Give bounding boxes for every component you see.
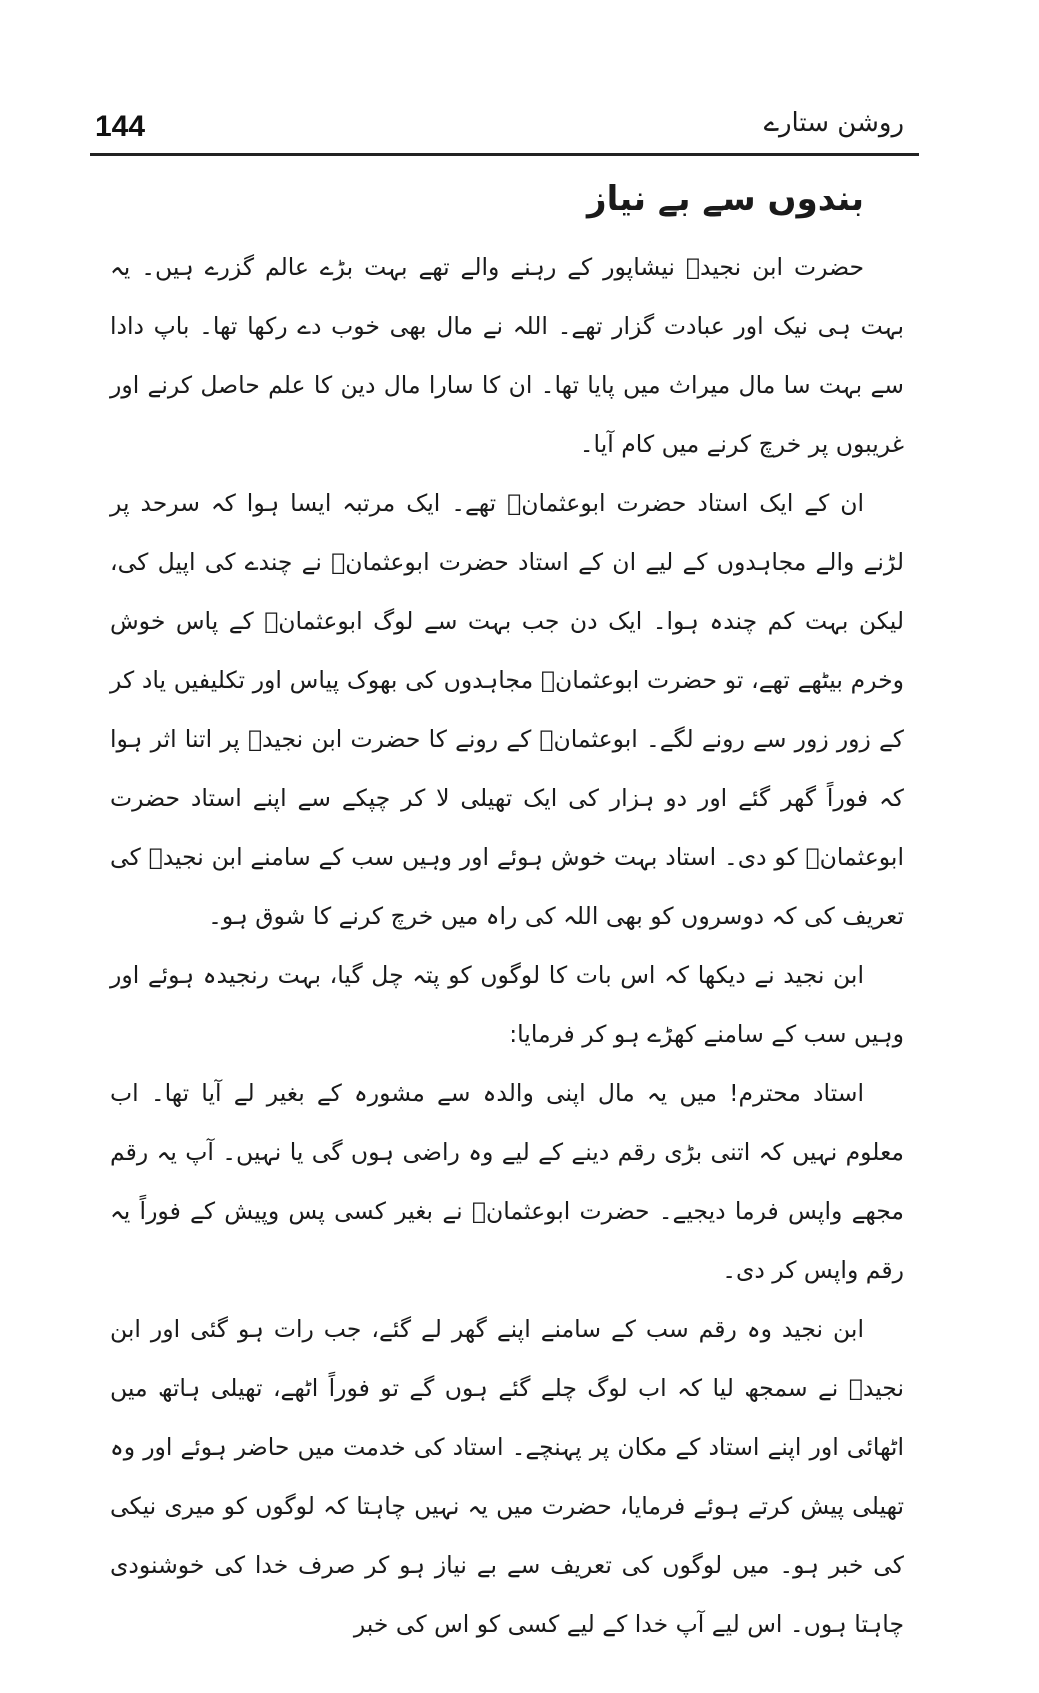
paragraph: ابن نجید نے دیکھا کہ اس بات کا لوگوں کو پتہ چل گیا، بہت رنجیدہ ہوئے اور وہیں سب کے سامنے کھڑے ہو کر فرمایا:	[110, 961, 904, 1048]
body-text	[110, 238, 904, 1654]
running-title: روشن ستارے	[763, 108, 904, 138]
paragraph: ان کے ایک استاد حضرت ابوعثمانؒ تھے۔ ایک مرتبہ ایسا ہوا کہ سرحد پر لڑنے والے مجاہدوں کے لیے ان کے استاد حضرت ابوعثمانؒ نے چندے کی اپیل کی، لیکن بہت کم چندہ ہوا۔ ایک دن جب بہت سے لوگ ابوعثمانؒ کے پاس خوش وخرم بیٹھے تھے، تو حضرت ابوعثمانؒ مجاہدوں کی بھوک پیاس اور تکلیفیں یاد کر کے زور زور سے رونے لگے۔ ابوعثمانؒ کے رونے کا حضرت ابن نجیدؒ پر اتنا اثر ہوا کہ فوراً گھر گئے اور دو ہزار کی ایک تھیلی لا کر چپکے سے اپنے استاد حضرت ابوعثمانؒ کو دی۔ استاد بہت خوش ہوئے اور وہیں سب کے سامنے ابن نجیدؒ کی تعریف کی کہ دوسروں کو بھی اللہ کی راہ میں خرچ کرنے کا شوق ہو۔	[110, 489, 904, 930]
paragraph: ابن نجید وہ رقم سب کے سامنے اپنے گھر لے گئے، جب رات ہو گئی اور ابن نجیدؒ نے سمجھ لیا کہ اب لوگ چلے گئے ہوں گے تو فوراً اٹھے، تھیلی ہاتھ میں اٹھائی اور اپنے استاد کے مکان پر پہنچے۔ استاد کی خدمت میں حاضر ہوئے اور وہ تھیلی پیش کرتے ہوئے فرمایا، حضرت میں یہ نہیں چاہتا کہ لوگوں کو میری نیکی کی خبر ہو۔ میں لوگوں کی تعریف سے بے نیاز ہو کر صرف خدا کی خوشنودی چاہتا ہوں۔ اس لیے آپ خدا کے لیے کسی کو اس کی خبر	[110, 1315, 904, 1638]
paragraph: حضرت ابن نجیدؒ نیشاپور کے رہنے والے تھے بہت بڑے عالم گزرے ہیں۔ یہ بہت ہی نیک اور عبادت گزار تھے۔ اللہ نے مال بھی خوب دے رکھا تھا۔ باپ دادا سے بہت سا مال میراث میں پایا تھا۔ ان کا سارا مال دین کا علم حاصل کرنے اور غریبوں پر خرچ کرنے میں کام آیا۔	[110, 253, 904, 458]
paragraph: استاد محترم! میں یہ مال اپنی والدہ سے مشورہ کے بغیر لے آیا تھا۔ اب معلوم نہیں کہ اتنی بڑی رقم دینے کے لیے وہ راضی ہوں گی یا نہیں۔ آپ یہ رقم مجھے واپس فرما دیجیے۔ حضرت ابوعثمانؒ نے بغیر کسی پس وپیش کے فوراً یہ رقم واپس کر دی۔	[110, 1079, 904, 1284]
chapter-title: بندوں سے بے نیاز	[587, 179, 864, 219]
page-number: 144	[95, 110, 146, 143]
header-divider	[90, 153, 919, 156]
